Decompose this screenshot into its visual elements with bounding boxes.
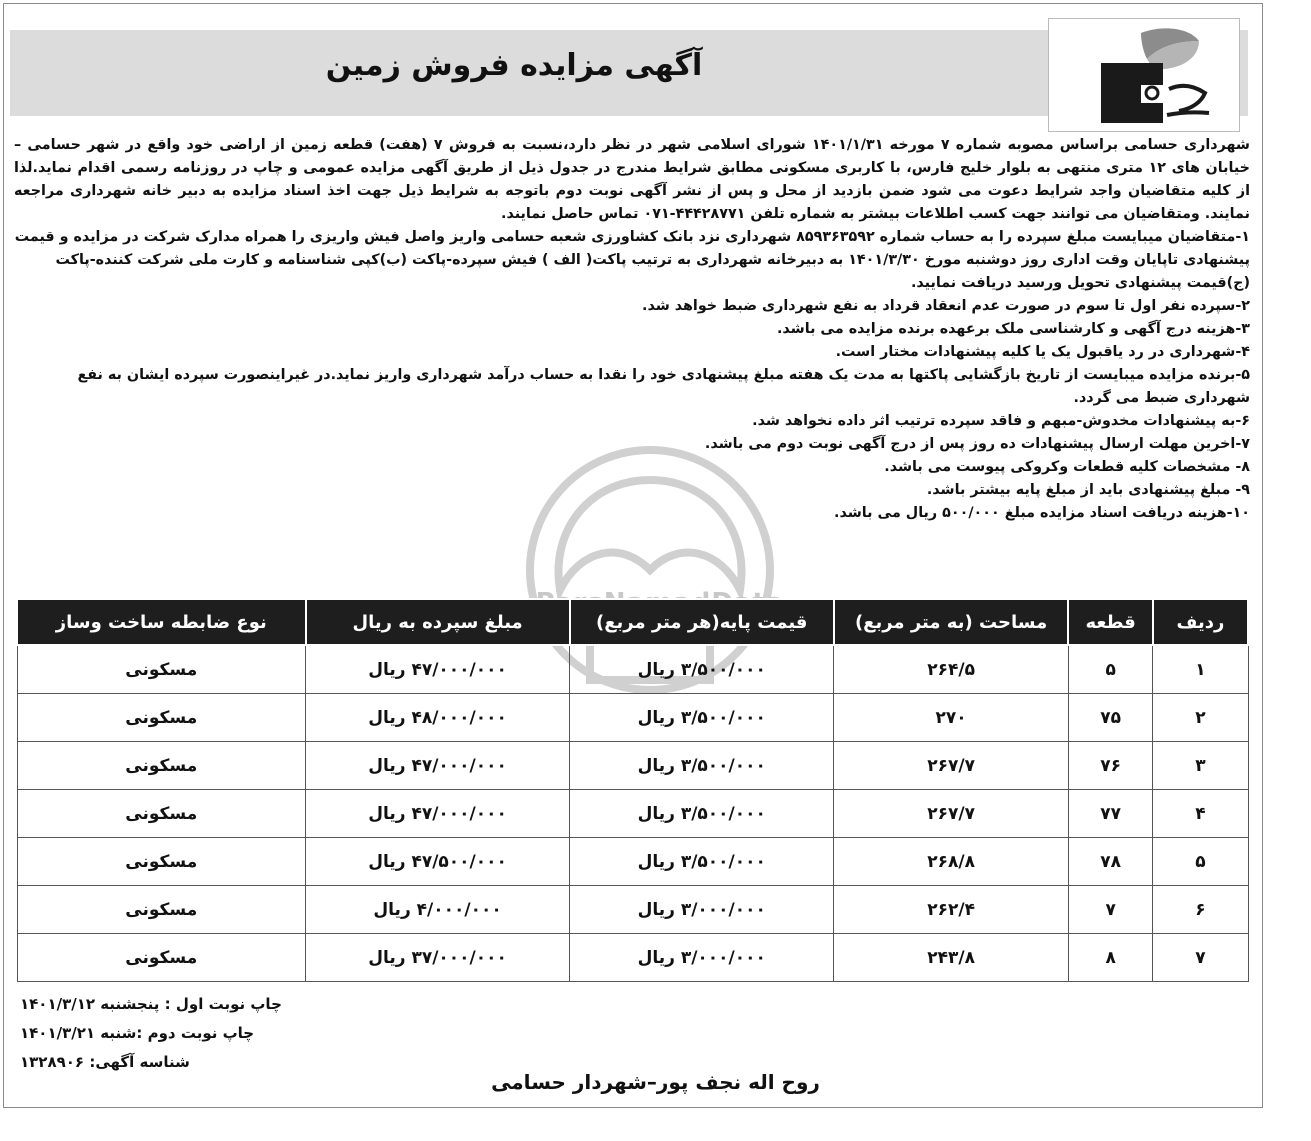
table-cell: ۱ xyxy=(1153,645,1248,694)
table-cell: ۲۶۷/۷ xyxy=(834,742,1069,790)
condition-item: ۴-شهرداری در رد یاقبول یک یا کلیه پیشنهادات مختار است. xyxy=(835,344,1250,360)
condition-item: ۸- مشخصات کلیه قطعات وکروکی پیوست می باشد. xyxy=(884,459,1250,475)
condition-item: ۱۰-هزینه دریافت اسناد مزایده مبلغ ۵۰۰/۰۰۰ ریال می باشد. xyxy=(834,505,1250,521)
condition-item: ۳-هزینه درج آگهی و کارشناسی ملک برعهده برنده مزایده می باشد. xyxy=(776,321,1250,337)
table-cell: ۶ xyxy=(1153,886,1248,934)
table-cell: ۵ xyxy=(1068,645,1153,694)
column-header-area: مساحت (به متر مربع) xyxy=(834,599,1069,645)
table-cell: ۴۷/۵۰۰/۰۰۰ ریال xyxy=(306,838,570,886)
intro-paragraph: شهرداری حسامی براساس مصوبه شماره ۷ مورخه ۱۴۰۱/۱/۳۱ شورای اسلامی شهر در نظر دارد،نسبت به فروش ۷ (هفت) قطعه زمین از اراضی خود واقع در شهر حسامی –خیابان های ۱۲ متری منتهی به بلوار خلیج فارس، با کاربری مسکونی مطابق شرایط مندرج در جدول ذیل از طریق آگهی مزایده عمومی و چاپ در روزنامه رسمی اقدام نماید.لذا از کلیه متقاضیان واجد شرایط دعوت می شود ضمن بازدید از محل و پس از نشر آگهی نوبت دوم باتوجه به شرایط ذیل جهت اخذ اسناد مزایده به دبیر خانه شهرداری مراجعه نمایند. ومتقاضیان می توانند جهت کسب اطلاعات بیشتر به شماره تلفن ۴۴۴۲۸۷۷۱-۰۷۱ تماس حاصل نمایند. xyxy=(14,137,1250,222)
table-row xyxy=(17,838,1248,886)
first-print-date: چاپ نوبت اول : پنجشنبه ۱۴۰۱/۳/۱۲ xyxy=(20,995,282,1013)
condition-item: ۶-به پیشنهادات مخدوش-مبهم و فاقد سپرده ترتیب اثر داده نخواهد شد. xyxy=(752,413,1250,429)
table-cell: ۷۶ xyxy=(1068,742,1153,790)
table-cell: ۳/۵۰۰/۰۰۰ ریال xyxy=(570,645,834,694)
condition-item: ۹- مبلغ پیشنهادی باید از مبلغ پایه بیشتر باشد. xyxy=(926,482,1250,498)
table-cell: ۷ xyxy=(1068,886,1153,934)
table-cell: مسکونی xyxy=(17,934,306,982)
table-cell: ۳/۵۰۰/۰۰۰ ریال xyxy=(570,790,834,838)
table-cell: ۳/۵۰۰/۰۰۰ ریال xyxy=(570,838,834,886)
table-cell: ۴۸/۰۰۰/۰۰۰ ریال xyxy=(306,694,570,742)
table-row xyxy=(17,645,1248,694)
table-cell: ۸ xyxy=(1068,934,1153,982)
notice-header xyxy=(10,30,1248,116)
table-cell: مسکونی xyxy=(17,694,306,742)
second-print-date: چاپ نوبت دوم :شنبه ۱۴۰۱/۳/۲۱ xyxy=(20,1024,255,1042)
table-row xyxy=(17,934,1248,982)
table-cell: مسکونی xyxy=(17,742,306,790)
notice-title: آگهی مزایده فروش زمین xyxy=(325,48,703,83)
municipality-logo xyxy=(1048,18,1240,132)
table-cell: ۳/۵۰۰/۰۰۰ ریال xyxy=(570,742,834,790)
column-header-base-price: قیمت پایه(هر متر مربع) xyxy=(570,599,834,645)
print-info xyxy=(20,990,282,1077)
column-header-row-number: ردیف xyxy=(1153,599,1248,645)
mayor-signature: روح اله نجف پور–شهردار حسامی xyxy=(491,1070,820,1094)
table-row xyxy=(17,886,1248,934)
table-cell: ۲۴۳/۸ xyxy=(834,934,1069,982)
column-header-parcel: قطعه xyxy=(1068,599,1153,645)
table-cell: ۷۷ xyxy=(1068,790,1153,838)
table-cell: ۲ xyxy=(1153,694,1248,742)
notice-id: شناسه آگهی: ۱۳۲۸۹۰۶ xyxy=(20,1053,190,1071)
condition-item: ۵-برنده مزایده میبایست از تاریخ بازگشایی پاکتها به مدت یک هفته مبلغ پیشنهادی خود را نقدا به حساب درآمد شهرداری واریز نماید.در غیراینصورت سپرده ایشان به نفع شهرداری ضبط می گردد. xyxy=(77,367,1250,406)
table-cell: ۵ xyxy=(1153,838,1248,886)
table-cell: ۴/۰۰۰/۰۰۰ ریال xyxy=(306,886,570,934)
table-cell: ۴۷/۰۰۰/۰۰۰ ریال xyxy=(306,645,570,694)
table-cell: ۴۷/۰۰۰/۰۰۰ ریال xyxy=(306,790,570,838)
table-cell: ۳ xyxy=(1153,742,1248,790)
table-cell: ۲۷۰ xyxy=(834,694,1069,742)
table-cell: ۷۵ xyxy=(1068,694,1153,742)
table-row xyxy=(17,742,1248,790)
table-cell: ۳/۰۰۰/۰۰۰ ریال xyxy=(570,934,834,982)
table-cell: ۳۷/۰۰۰/۰۰۰ ریال xyxy=(306,934,570,982)
condition-item: ۷-اخرین مهلت ارسال پیشنهادات ده روز پس از درج آگهی نوبت دوم می باشد. xyxy=(704,436,1250,452)
table-cell: مسکونی xyxy=(17,886,306,934)
notice-body xyxy=(14,134,1250,525)
table-row xyxy=(17,790,1248,838)
condition-item: ۱-متقاضیان میبایست مبلغ سپرده را به حساب شماره ۸۵۹۳۶۳۵۹۲ شهرداری نزد بانک کشاورزی شعبه حسامی واریز واصل فیش واریزی را همراه مدارک شرکت در مزایده و قیمت پیشنهادی تاپایان وقت اداری روز دوشنبه مورخ ۱۴۰۱/۳/۳۰ به دبیرخانه شهرداری به ترتیب پاکت( الف ) فیش سپرده-پاکت (ب)کپی شناسنامه و کارت ملی شرکت کننده-پاکت (ج)قیمت پیشنهادی تحویل ورسید دریافت نمایید. xyxy=(14,229,1250,291)
auction-table xyxy=(16,598,1249,982)
table-cell: ۲۶۲/۴ xyxy=(834,886,1069,934)
table-header-row xyxy=(17,599,1248,645)
table-cell: مسکونی xyxy=(17,790,306,838)
table-cell: ۲۶۴/۵ xyxy=(834,645,1069,694)
column-header-usage: نوع ضابطه ساخت وساز xyxy=(17,599,306,645)
condition-item: ۲-سپرده نفر اول تا سوم در صورت عدم انعقاد قرداد به نفع شهرداری ضبط خواهد شد. xyxy=(642,298,1250,314)
table-cell: ۳/۵۰۰/۰۰۰ ریال xyxy=(570,694,834,742)
table-cell: ۷ xyxy=(1153,934,1248,982)
column-header-deposit: مبلغ سپرده به ریال xyxy=(306,599,570,645)
table-row xyxy=(17,694,1248,742)
table-cell: ۳/۰۰۰/۰۰۰ ریال xyxy=(570,886,834,934)
table-cell: ۴ xyxy=(1153,790,1248,838)
table-cell: ۷۸ xyxy=(1068,838,1153,886)
table-cell: مسکونی xyxy=(17,645,306,694)
table-cell: مسکونی xyxy=(17,838,306,886)
table-cell: ۲۶۸/۸ xyxy=(834,838,1069,886)
table-cell: ۲۶۷/۷ xyxy=(834,790,1069,838)
table-cell: ۴۷/۰۰۰/۰۰۰ ریال xyxy=(306,742,570,790)
